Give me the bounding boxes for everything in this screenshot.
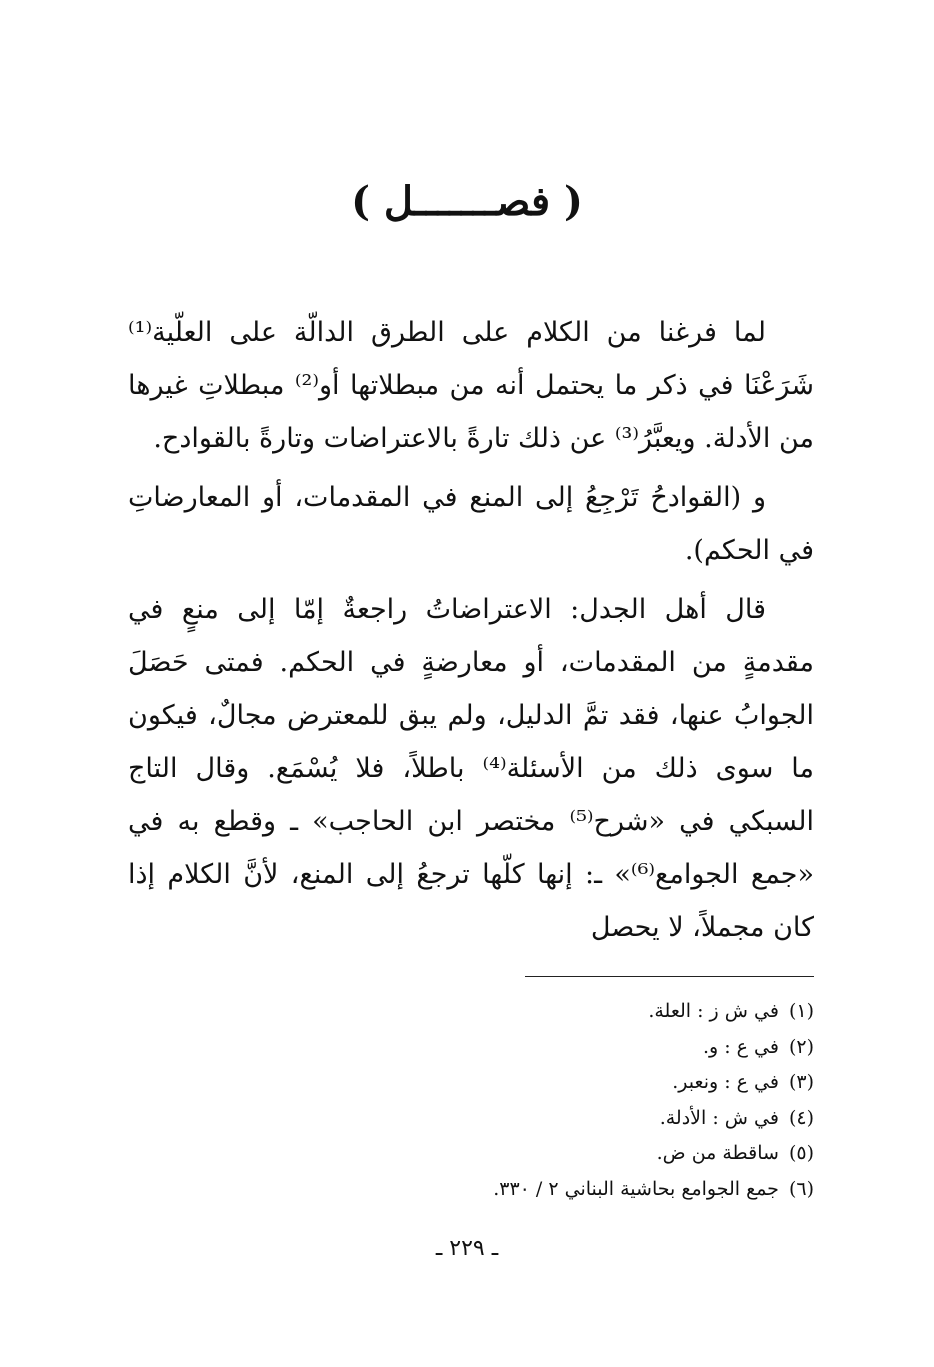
page-number: ـ ٢٢٩ ـ bbox=[435, 1236, 499, 1261]
footnote-number: (٤) bbox=[788, 1106, 814, 1129]
footnote-number: (٢) bbox=[788, 1035, 814, 1058]
footnote-number: (٦) bbox=[788, 1177, 814, 1200]
footnotes bbox=[300, 994, 814, 1207]
footnote-text: جمع الجوامع بحاشية البناني ٢ / ٣٣٠. bbox=[493, 1177, 779, 1200]
footnote-5 bbox=[300, 1136, 814, 1172]
footnote-2 bbox=[300, 1030, 814, 1066]
footnote-number: (٣) bbox=[788, 1071, 814, 1093]
footnote-4 bbox=[300, 1101, 814, 1137]
footnote-1 bbox=[300, 994, 814, 1030]
footnote-text: ساقطة من ض. bbox=[656, 1142, 779, 1164]
footnote-text: في ع : ونعبر. bbox=[672, 1071, 779, 1093]
footnote-text: في ش : الأدلة. bbox=[659, 1106, 779, 1129]
paragraph-2: و (القوادحُ تَرْجِعُ إلى المنع في المقدمات، أو المعارضاتِ في الحكم). bbox=[128, 482, 814, 566]
footnote-text: في ع : و. bbox=[702, 1035, 779, 1058]
paragraph-3: قال أهل الجدل: الاعتراضاتُ راجعةٌ إمّا إلى منعٍ في مقدمةٍ من المقدمات، أو معارضةٍ في الحكم. فمتى حَصَلَ الجوابُ عنها، فقد تمَّ الدليل، ولم يبق للمعترض مجالٌ، فيكون ما سوى ذلك من الأسئلة⁽⁴⁾ باطلاً، فلا يُسْمَع. وقال التاج السبكي في «شرح⁽⁵⁾ مختصر ابن الحاجب» ـ وقطع به في «جمع الجوامع⁽⁶⁾» ـ: إنها كلّها ترجعُ إلى المنع، لأنَّ الكلام إذا كان مجملاً، لا يحصل bbox=[128, 594, 815, 943]
paragraph-1: لما فرغنا من الكلام على الطرق الدالّة على العلّية⁽¹⁾ شَرَعْنَا في ذكر ما يحتمل أنه من مبطلاتها أو⁽²⁾ مبطلاتِ غيرها من الأدلة. ويعبَّرُ⁽³⁾ عن ذلك تارةً بالاعتراضات وتارةً بالقوادح. bbox=[128, 317, 815, 454]
chapter-title: ( فصـــــــل ) bbox=[351, 178, 583, 225]
footnote-number: (٥) bbox=[788, 1142, 814, 1164]
main-text bbox=[128, 306, 814, 954]
footnote-separator bbox=[525, 976, 814, 977]
footnote-text: في ش ز : العلة. bbox=[648, 1000, 779, 1022]
footnote-number: (١) bbox=[788, 1000, 814, 1022]
footnote-6 bbox=[300, 1172, 814, 1208]
footnote-3 bbox=[300, 1065, 814, 1101]
